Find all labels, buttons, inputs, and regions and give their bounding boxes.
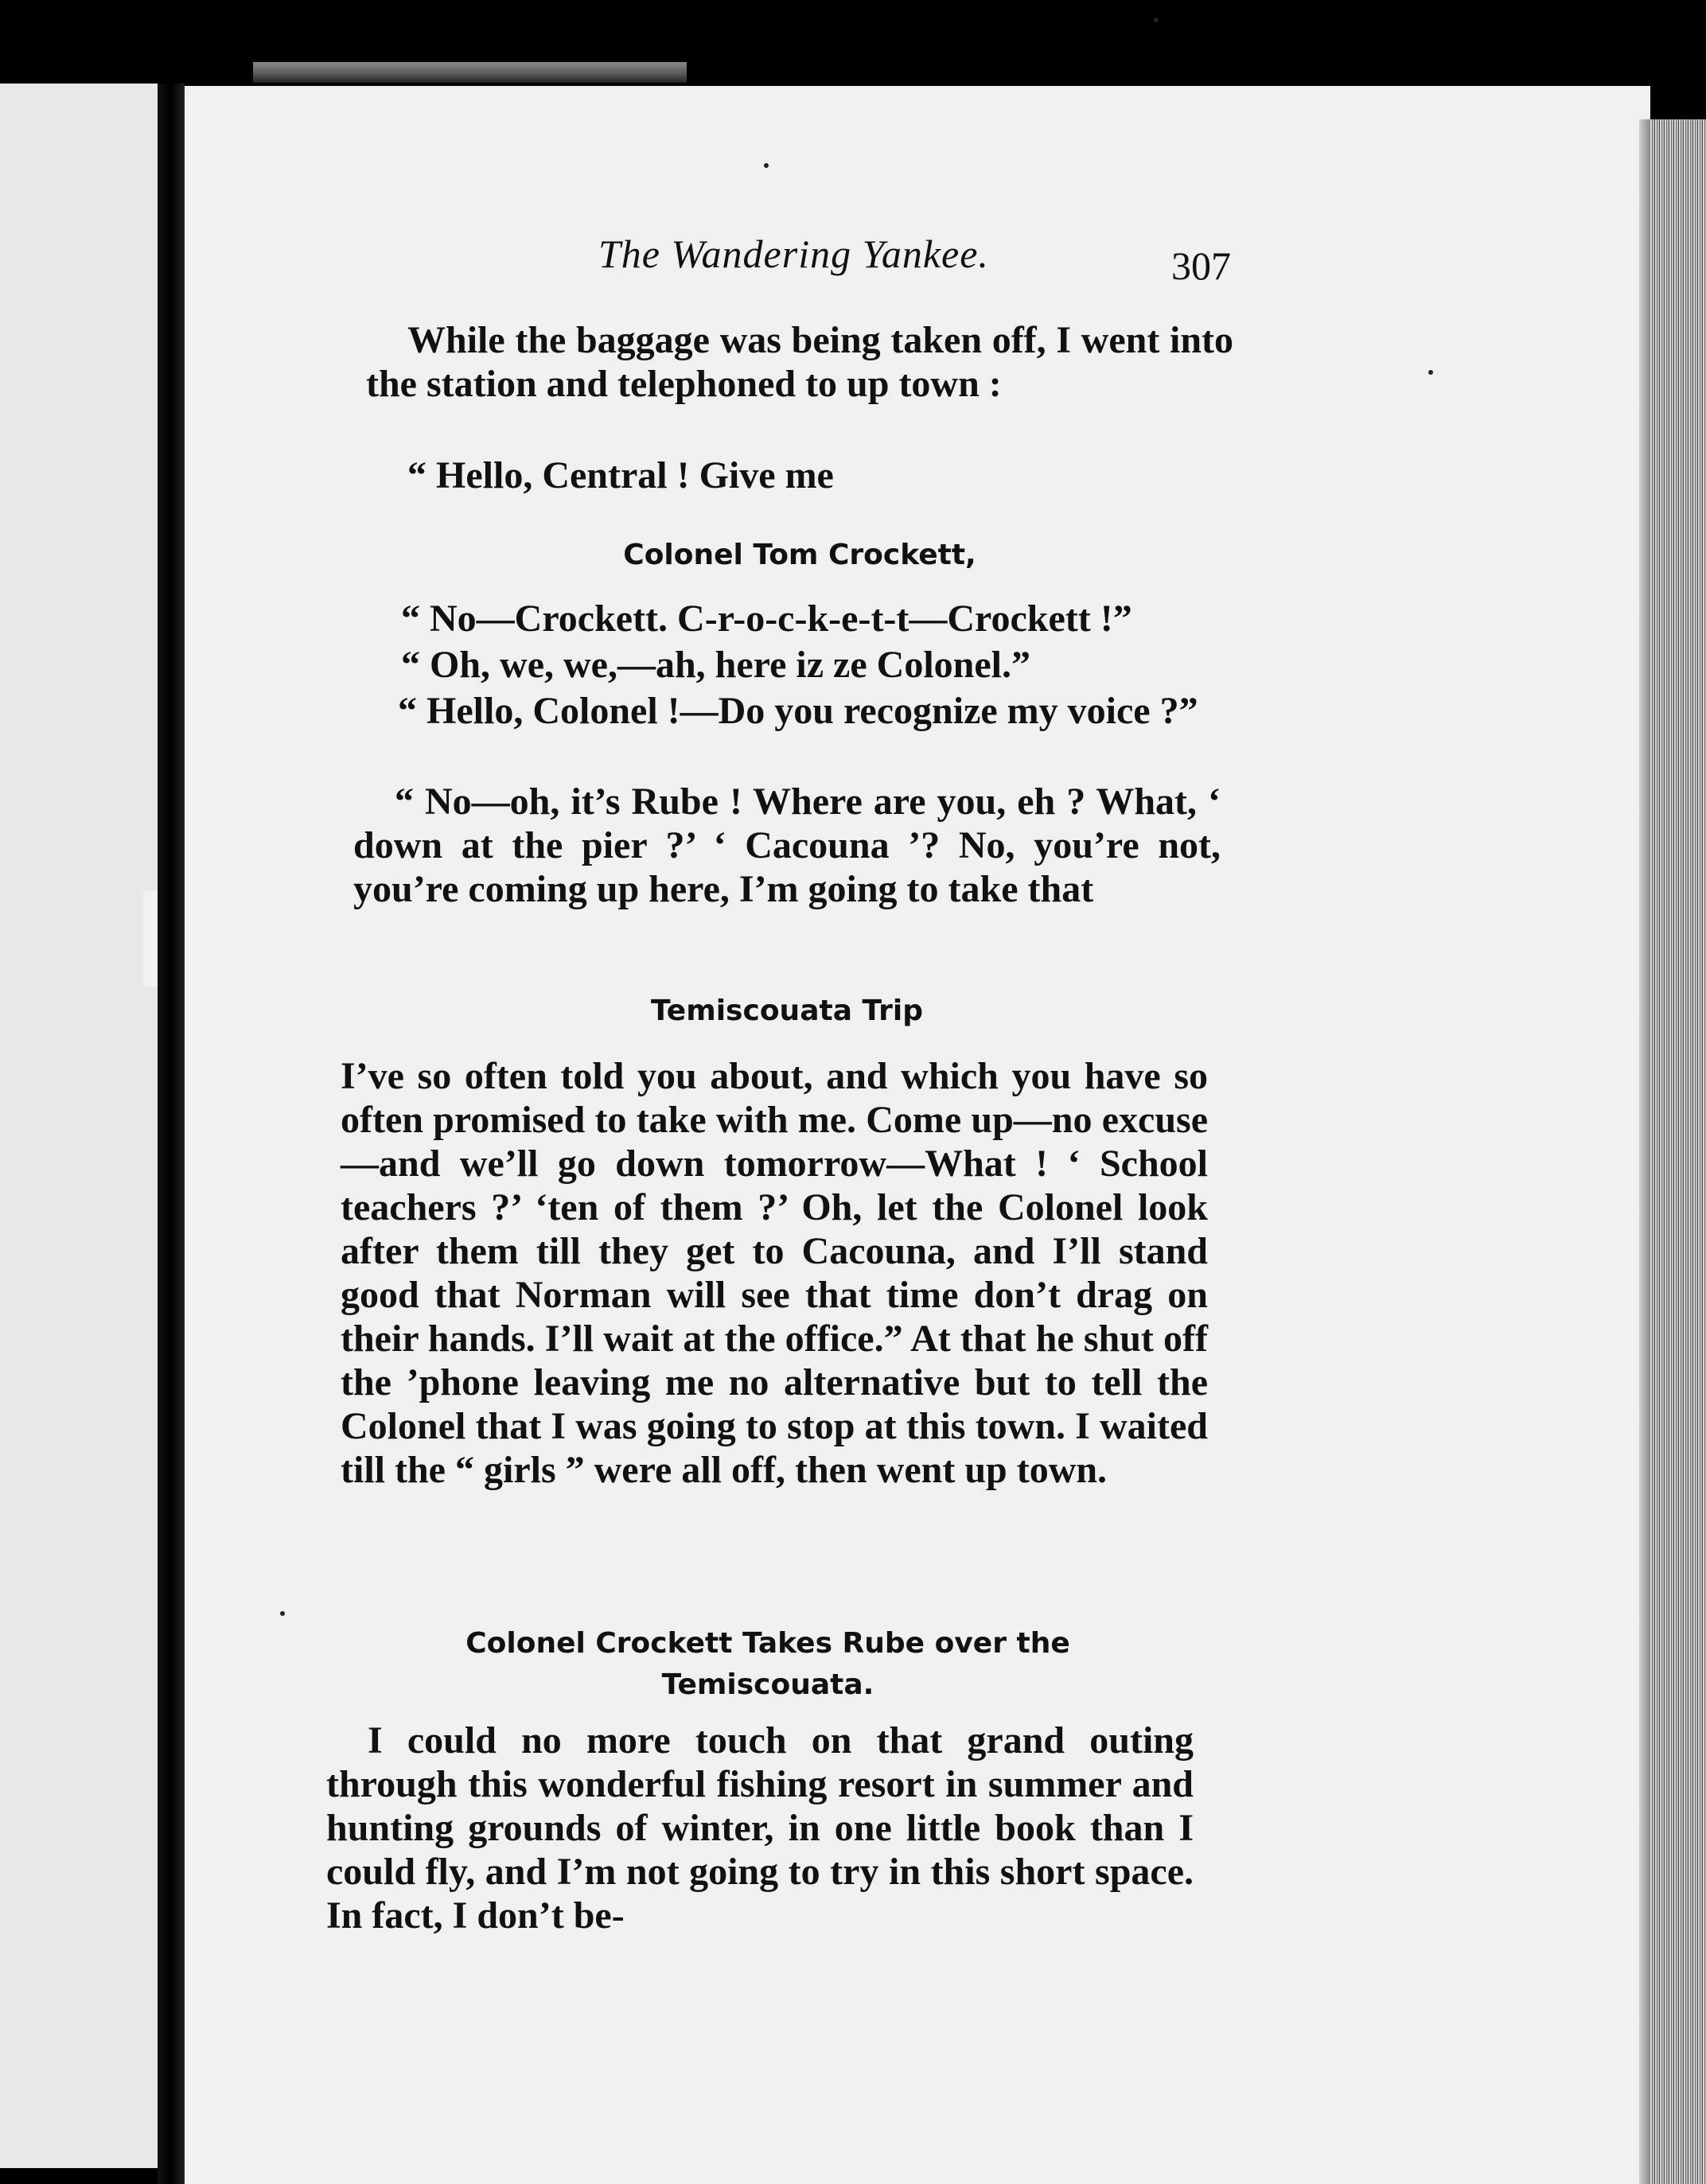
page-stack-edges: [1650, 119, 1706, 2184]
paragraph-hello-central: “ Hello, Central ! Give me: [407, 454, 834, 496]
book-gutter: [158, 84, 185, 2184]
paragraph-grand-outing: I could no more touch on that grand outing through this wonderful fishing resort in summer and hunting grounds of winter, in one little book than I could fly, and I’m not going to try in this short space. In fact, I don’t be-: [326, 1719, 1194, 1937]
running-head: The Wandering Yankee.: [598, 232, 989, 276]
heading-temiscouata-trip: Temiscouata Trip: [651, 995, 923, 1027]
facing-page-edge: [0, 84, 163, 2168]
dust-speck: [764, 163, 769, 168]
paragraph-its-rube: “ No—oh, it’s Rube ! Where are you, eh ? What, ‘ down at the pier ?’ ‘ Cacouna ’? No, you’re not, you’re coming up here, I’m going to take that: [353, 781, 1221, 910]
paragraph-crockett-spelling: “ No—Crockett. C-r-o-c-k-e-t-t—Crockett !”: [401, 598, 1132, 640]
dust-speck: [1154, 18, 1159, 22]
heading-colonel-tom-crockett: Colonel Tom Crockett,: [623, 539, 976, 571]
heading-crockett-takes-rube-line2: Temiscouata.: [661, 1668, 874, 1701]
dust-speck: [1428, 370, 1433, 375]
paragraph-recognize-voice: “ Hello, Colonel !—Do you recognize my voice ?”: [398, 690, 1198, 732]
paragraph-baggage: While the baggage was being taken off, I went into the station and telephoned to up town :: [366, 319, 1233, 405]
top-border-strip: [253, 62, 687, 83]
paragraph-here-iz-ze-colonel: “ Oh, we, we,—ah, here iz ze Colonel.”: [401, 644, 1030, 686]
dust-speck: [280, 1611, 285, 1616]
paragraph-so-often-told: I’ve so often told you about, and which you have so often promised to take with me. Come up—no excuse—and we’ll go down tomorrow—What ! ‘ School teachers ?’ ‘ten of them ?’ Oh, let the Colonel look after them till they get to Cacouna, and I’ll stand good that Norman will see that time don’t drag on their hands. I’ll wait at the office.” At that he shut off the ’phone leaving me no alternative but to tell the Colonel that I was going to stop at this town. I waited till the “ girls ” were all off, then went up town.: [341, 1055, 1208, 1491]
page-number: 307: [1171, 243, 1231, 288]
heading-crockett-takes-rube-line1: Colonel Crockett Takes Rube over the: [465, 1627, 1070, 1660]
page-edge-shadow: [1639, 119, 1650, 2184]
